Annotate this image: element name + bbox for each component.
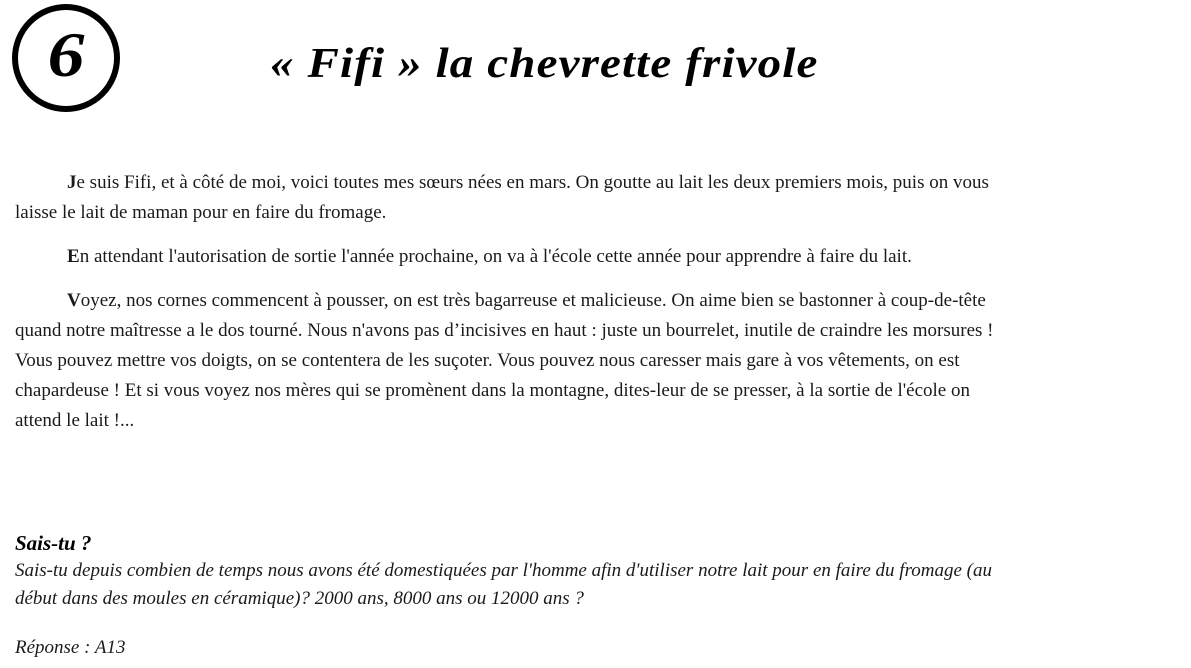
story-body (15, 168, 1020, 450)
paragraph-1 (15, 168, 1020, 228)
quiz-answer: Réponse : A13 (15, 637, 126, 658)
paragraph-1-initial: J (67, 172, 77, 193)
paragraph-3-text: oyez, nos cornes commencent à pousser, on est très bagarreuse et malicieuse. On aime bien se bastonner à coup-de-tête quand notre maîtresse a le dos tourné. Nous n'avons pas d’incisives en haut : juste un bourrelet, inutile de craindre les morsures ! Vous pouvez mettre vos doigts, on se contentera de les suçoter. Vous pouvez nous caresser mais gare à vos vêtements, on est chapardeuse ! Et si vous voyez nos mères qui se promènent dans la montagne, dites-leur de se presser, à la sortie de l'école on attend le lait !... (15, 290, 994, 431)
quiz-section (15, 529, 1015, 613)
page-title: « Fifi » la chevrette frivole (270, 41, 819, 87)
paragraph-1-text: e suis Fifi, et à côté de moi, voici toutes mes sœurs nées en mars. On goutte au lait les deux premiers mois, puis on vous laisse le lait de maman pour en faire du fromage. (15, 172, 989, 223)
chapter-number-badge (12, 4, 120, 112)
paragraph-3 (15, 286, 1020, 436)
chapter-number: 6 (47, 19, 85, 90)
quiz-title: Sais-tu ? (15, 531, 92, 555)
paragraph-3-initial: V (67, 290, 81, 311)
paragraph-2 (15, 242, 1020, 272)
paragraph-2-initial: E (67, 246, 80, 267)
paragraph-2-text: n attendant l'autorisation de sortie l'année prochaine, on va à l'école cette année pour apprendre à faire du lait. (79, 246, 912, 267)
quiz-question: Sais-tu depuis combien de temps nous avons été domestiquées par l'homme afin d'utiliser notre lait pour en faire du fromage (au début dans des moules en céramique)? 2000 ans, 8000 ans ou 12000 ans ? (15, 560, 993, 609)
